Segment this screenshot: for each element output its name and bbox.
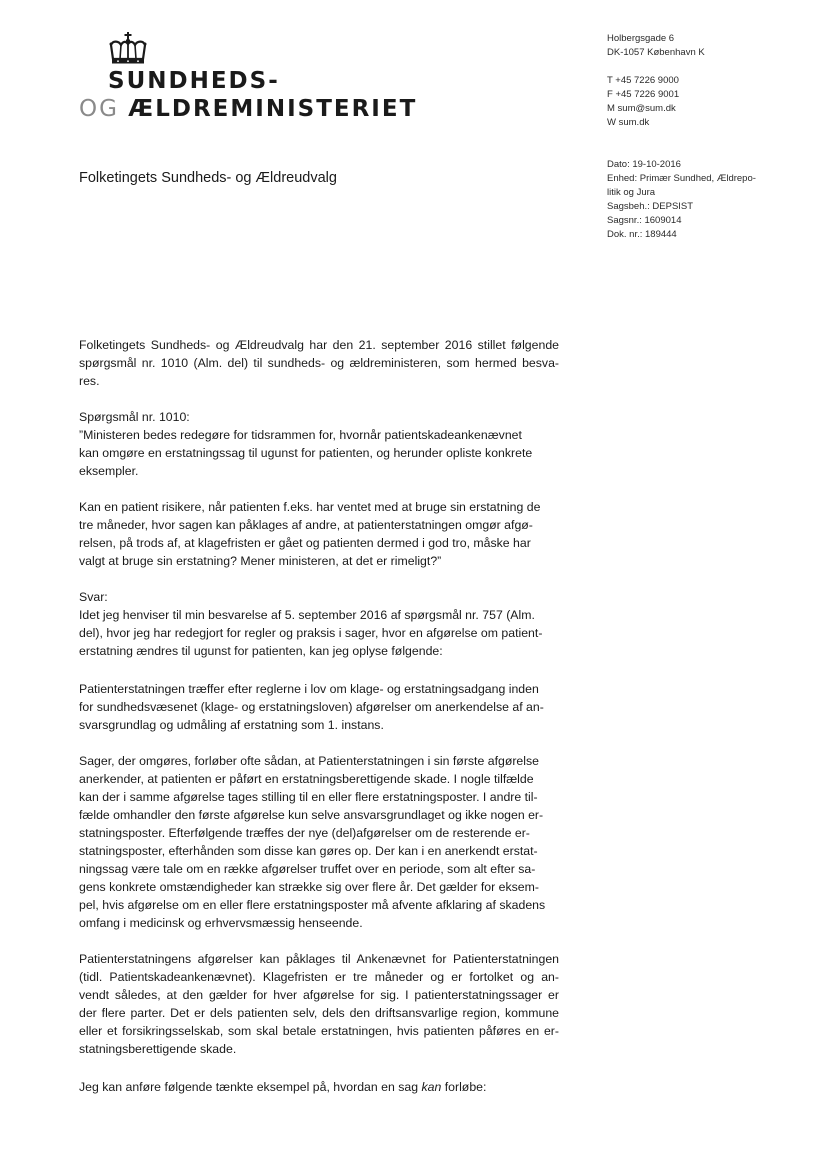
text-line: vendt således, at den gælder for hver afgørelse for sig. I patienterstatningssager er bbox=[79, 988, 559, 1002]
text-line: statningsberettigende skade. bbox=[79, 1042, 237, 1056]
text-line: statningsposter. Efterfølgende træffes der nye (del)afgørelser om de resterende er- bbox=[79, 826, 530, 840]
final-paragraph bbox=[79, 1078, 559, 1096]
meta-line: Sagsbeh.: DEPSIST bbox=[607, 201, 694, 212]
meta-line: Dok. nr.: 189444 bbox=[607, 229, 677, 240]
recipient: Folketingets Sundheds- og Ældreudvalg bbox=[79, 170, 337, 186]
text-line: kan der i samme afgørelse tages stilling til en eller flere erstatningsposter. I andre til- bbox=[79, 790, 538, 804]
meta-line: Enhed: Primær Sundhed, Ældrepo- bbox=[607, 173, 756, 184]
text-line: (tidl. Patientskadeankenævnet). Klagefristen er tre måneder og er fortolket og an- bbox=[79, 970, 559, 984]
address-block bbox=[607, 32, 705, 60]
text-line: valgt at bruge sin erstatning? Mener ministeren, at det er rimeligt?” bbox=[79, 554, 442, 568]
text-line: Svar: bbox=[79, 590, 108, 604]
answer-paragraph-2 bbox=[79, 680, 559, 734]
text-line: ningssag være tale om en række afgørelser truffet over en periode, som alt efter sa- bbox=[79, 862, 536, 876]
final-text-end: forløbe: bbox=[441, 1080, 487, 1094]
question-paragraph-2 bbox=[79, 498, 559, 570]
text-line: Spørgsmål nr. 1010: bbox=[79, 410, 190, 424]
text-line: ”Ministeren bedes redegøre for tidsrammen for, hvornår patientskadeankenævnet bbox=[79, 428, 522, 442]
contact-line: F +45 7226 9001 bbox=[607, 89, 680, 100]
text-line: res. bbox=[79, 374, 100, 388]
answer-paragraph-3 bbox=[79, 752, 559, 932]
text-line: omfang i medicinsk og erhvervsmæssig henseende. bbox=[79, 916, 363, 930]
contact-line: T +45 7226 9000 bbox=[607, 75, 679, 86]
text-line: anerkender, at patienten er påført en erstatningsberettigende skade. I nogle tilfælde bbox=[79, 772, 534, 786]
address-line: DK-1057 København K bbox=[607, 47, 705, 58]
crown-logo-icon bbox=[107, 32, 149, 68]
answer-paragraph-4 bbox=[79, 950, 559, 1058]
text-line: tre måneder, hvor sagen kan påklages af andre, at patienterstatningen omgør afgø- bbox=[79, 518, 533, 532]
text-line: statningsposter, efterhånden som disse kan gøres op. Der kan i en anerkendt erstat- bbox=[79, 844, 538, 858]
text-line: relsen, på trods af, at klagefristen er gået og patienten dermed i god tro, måske har bbox=[79, 536, 531, 550]
text-line: spørgsmål nr. 1010 (Alm. del) til sundheds- og ældreministeren, som hermed besva- bbox=[79, 356, 559, 370]
text-line: gens konkrete omstændigheder kan strække sig over flere år. Det gælder for eksem- bbox=[79, 880, 539, 894]
question-heading bbox=[79, 408, 559, 426]
meta-line: Dato: 19-10-2016 bbox=[607, 159, 681, 170]
text-line: Idet jeg henviser til min besvarelse af 5. september 2016 af spørgsmål nr. 757 (Alm. bbox=[79, 608, 535, 622]
ministry-logo-line2 bbox=[79, 96, 417, 122]
text-line: Kan en patient risikere, når patienten f.eks. har ventet med at bruge sin erstatning de bbox=[79, 500, 541, 514]
ministry-logo-line1: SUNDHEDS- bbox=[108, 68, 280, 94]
text-line: Folketingets Sundheds- og Ældreudvalg har den 21. september 2016 stillet følgende bbox=[79, 338, 559, 352]
question-paragraph-1 bbox=[79, 426, 559, 480]
answer-paragraph-1 bbox=[79, 606, 559, 660]
final-text-start: Jeg kan anføre følgende tænkte eksempel på, hvordan en sag bbox=[79, 1080, 422, 1094]
ministry-logo-name: ÆLDREMINISTERIET bbox=[128, 96, 418, 122]
intro-paragraph bbox=[79, 336, 559, 390]
text-line: eller et forsikringsselskab, som skal betale erstatningen, hvis patienten påføres en er- bbox=[79, 1024, 559, 1038]
text-line: eksempler. bbox=[79, 464, 139, 478]
text-line: Patienterstatningens afgørelser kan påklages til Ankenævnet for Patienterstatningen bbox=[79, 952, 559, 966]
text-line: pel, hvis afgørelse om en eller flere erstatningsposter må afvente afklaring af skadens bbox=[79, 898, 546, 912]
text-line: Sager, der omgøres, forløber ofte sådan, at Patienterstatningen i sin første afgørelse bbox=[79, 754, 539, 768]
meta-line: litik og Jura bbox=[607, 187, 656, 198]
text-line: del), hvor jeg har redegjort for regler og praksis i sager, hvor en afgørelse om patient- bbox=[79, 626, 543, 640]
text-line: fælde omhandler den første afgørelse kun selve ansvarsgrundlaget og ikke nogen er- bbox=[79, 808, 544, 822]
contact-line: W sum.dk bbox=[607, 117, 650, 128]
text-line bbox=[79, 1078, 559, 1096]
text-line: svarsgrundlag og udmåling af erstatning som 1. instans. bbox=[79, 718, 384, 732]
ministry-logo-og: OG bbox=[79, 96, 129, 122]
answer-heading bbox=[79, 588, 559, 606]
text-line: for sundhedsvæsenet (klage- og erstatningsloven) afgørelser om anerkendelse af an- bbox=[79, 700, 544, 714]
address-line: Holbergsgade 6 bbox=[607, 33, 675, 44]
text-line: erstatning ændres til ugunst for patienten, kan jeg oplyse følgende: bbox=[79, 644, 443, 658]
text-line: kan omgøre en erstatningssag til ugunst for patienten, og herunder opliste konkrete bbox=[79, 446, 533, 460]
text-line: Patienterstatningen træffer efter reglerne i lov om klage- og erstatningsadgang inden bbox=[79, 682, 539, 696]
contact-block bbox=[607, 74, 679, 130]
final-text-italic: kan bbox=[421, 1080, 442, 1094]
text-line: der flere parter. Det er dels patienten selv, dels den driftsansvarlige region, kommune bbox=[79, 1006, 559, 1020]
meta-line: Sagsnr.: 1609014 bbox=[607, 215, 682, 226]
meta-block bbox=[607, 158, 756, 242]
contact-line: M sum@sum.dk bbox=[607, 103, 676, 114]
